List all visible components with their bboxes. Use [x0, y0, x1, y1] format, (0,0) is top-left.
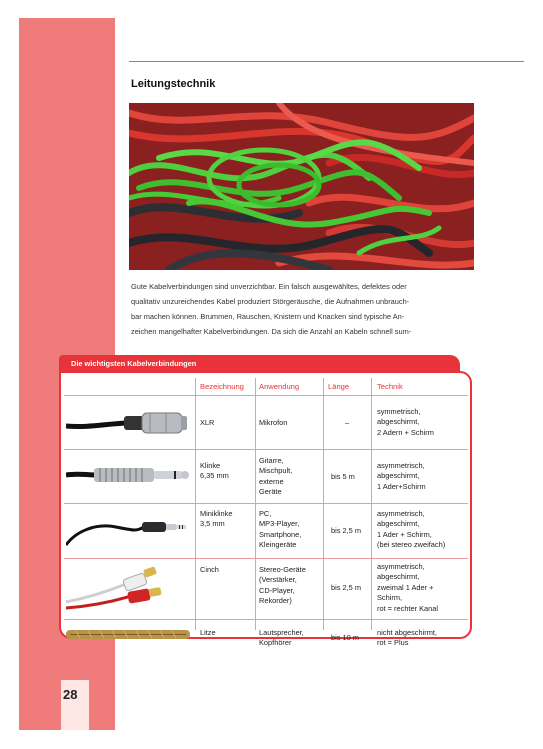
header-technik: Technik [377, 382, 403, 391]
row3-length: bis 2,5 m [331, 526, 361, 535]
row5-name: Litze [200, 628, 216, 637]
row-divider [64, 558, 468, 559]
top-rule [129, 61, 524, 62]
jack-cable-icon [66, 461, 190, 489]
section-heading: Leitungstechnik [131, 78, 216, 90]
column-divider [323, 378, 324, 630]
body-line: qualitativ unzureichendes Kabel produziert Störgeräusche, die Aufnahmen unbrauch- [131, 297, 410, 306]
row-divider [64, 619, 468, 620]
speaker-wire-icon [66, 628, 190, 642]
xlr-cable-icon [66, 404, 190, 440]
minijack-cable-icon [66, 509, 190, 549]
column-divider [371, 378, 372, 630]
row5-length: bis 10 m [331, 633, 359, 642]
row5-use: Lautsprecher, Kopfhörer [259, 628, 304, 648]
body-line: zeichen mangelhafter Kabelverbindungen. Da sich die Anzahl an Kabeln schnell sum- [131, 327, 412, 336]
row2-name: Klinke 6,35 mm [200, 461, 229, 481]
row3-name: Miniklinke 3,5 mm [200, 509, 233, 529]
header-anwendung: Anwendung [259, 382, 300, 391]
column-divider [255, 378, 256, 630]
row4-length: bis 2,5 m [331, 583, 361, 592]
page-number: 28 [63, 687, 78, 702]
row-divider [64, 395, 468, 396]
row1-length: – [345, 418, 350, 427]
row2-length: bis 5 m [331, 472, 355, 481]
row2-tech: asymmetrisch, abgeschirmt, 1 Ader+Schirm [377, 461, 426, 491]
cinch-cable-icon [66, 562, 190, 614]
header-laenge: Länge [328, 382, 350, 391]
row4-tech: asymmetrisch, abgeschirmt, zweimal 1 Ader + Schirm, rot = rechter Kanal [377, 562, 439, 613]
row1-tech: symmetrisch, abgeschirmt, 2 Adern + Schirm [377, 407, 434, 437]
body-line: bar machen können. Brummen, Rauschen, Knistern und Knacken sind typische An- [131, 312, 405, 321]
row3-tech: asymmetrisch, abgeschirmt, 1 Ader + Schirm, (bei stereo zweifach) [377, 509, 446, 550]
row2-use: Gitarre, Mischpult, externe Geräte [259, 456, 293, 497]
row-divider [64, 449, 468, 450]
row1-name: XLR [200, 418, 215, 427]
header-bezeichnung: Bezeichnung [200, 382, 244, 391]
row3-use: PC, MP3-Player, Smartphone, Kleingeräte [259, 509, 302, 550]
row5-tech: nicht abgeschirmt, rot = Plus [377, 628, 437, 648]
row4-name: Cinch [200, 565, 219, 574]
body-line: Gute Kabelverbindungen sind unverzichtbar. Ein falsch ausgewähltes, defektes oder [131, 282, 407, 291]
row1-use: Mikrofon [259, 418, 288, 427]
row-divider [64, 503, 468, 504]
row4-use: Stereo-Geräte (Verstärker, CD-Player, Rekorder) [259, 565, 306, 606]
column-divider [195, 378, 196, 630]
cable-table-title: Die wichtigsten Kabelverbindungen [71, 359, 197, 368]
cables-photo [129, 103, 474, 270]
body-paragraph [131, 279, 474, 339]
